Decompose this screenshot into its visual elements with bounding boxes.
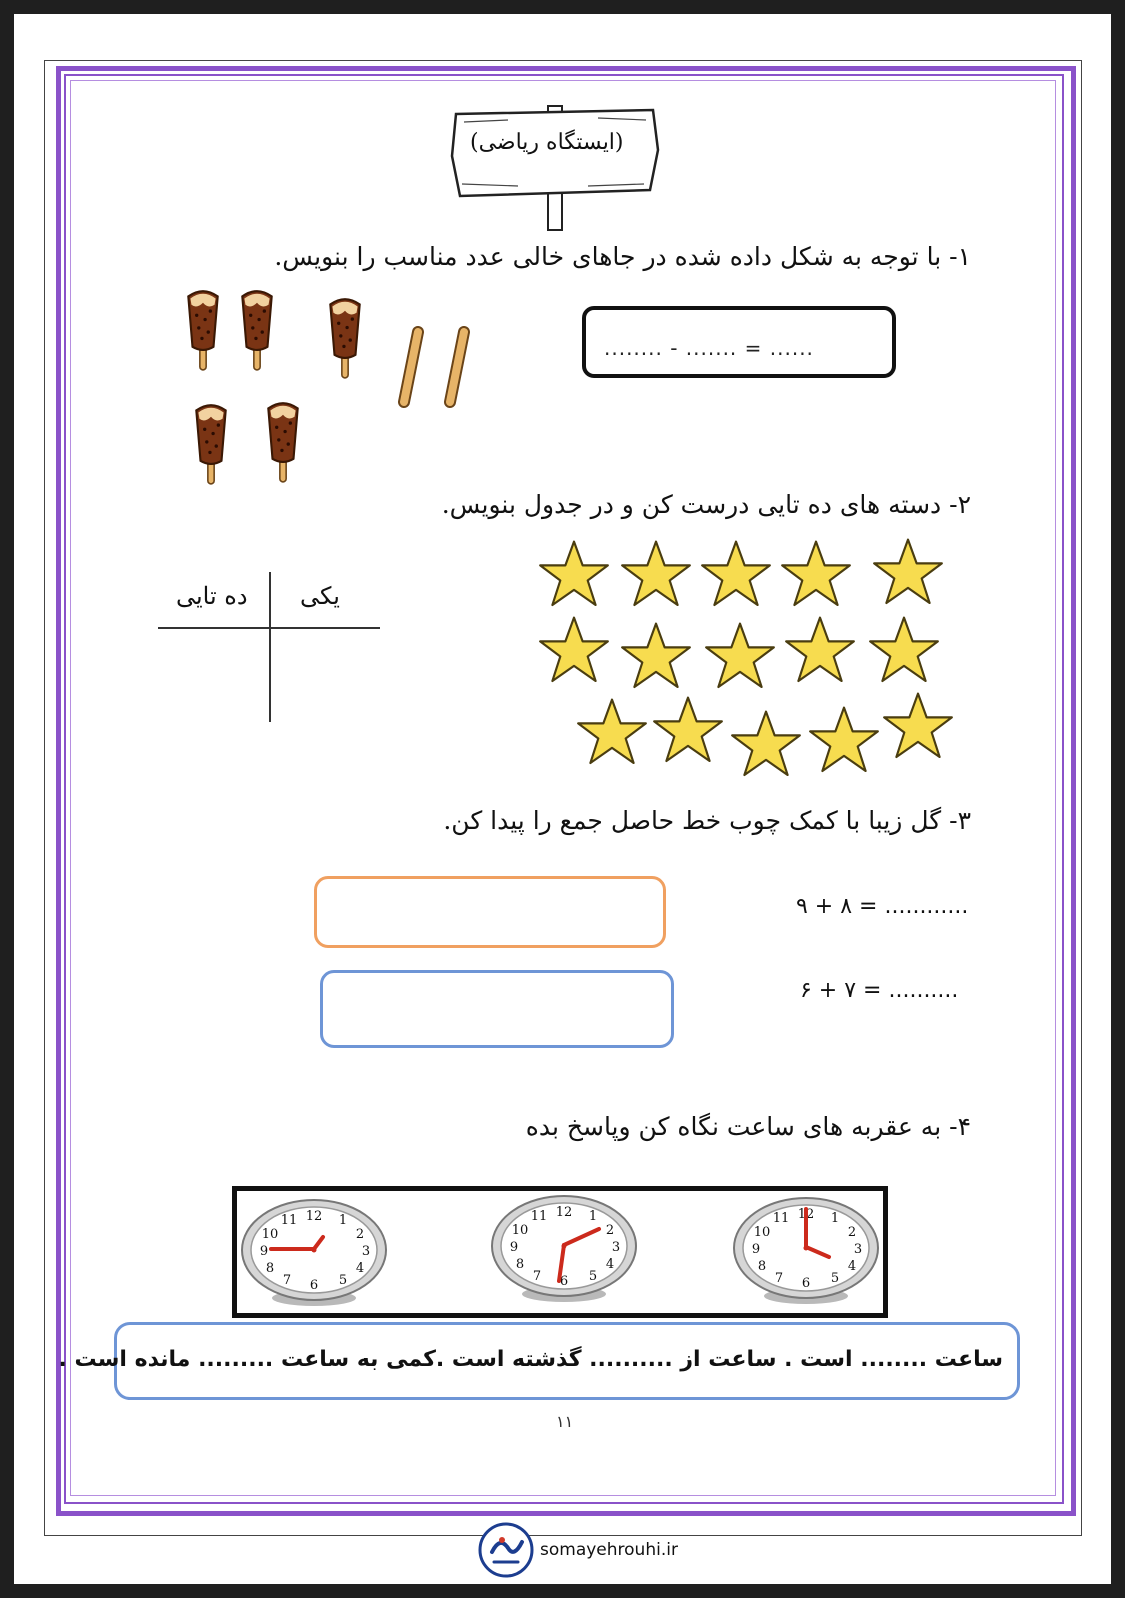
page-number: ۱۱ <box>556 1412 574 1431</box>
star-icon <box>652 694 724 766</box>
star-icon <box>620 620 692 692</box>
clock-answer-box[interactable] <box>58 1322 1020 1400</box>
table-vertical-line <box>269 572 271 722</box>
site-logo-icon <box>478 1522 534 1578</box>
site-url[interactable]: somayehrouhi.ir <box>540 1540 678 1560</box>
star-icon <box>538 538 610 610</box>
tally-answer-box-1[interactable] <box>314 876 666 948</box>
star-icon <box>882 690 954 762</box>
star-icon <box>808 704 880 776</box>
question-4-text: ۴- به عقربه های ساعت نگاه کن وپاسخ بده <box>525 1112 971 1141</box>
star-icon <box>872 536 944 608</box>
star-icon <box>868 614 940 686</box>
sign-title: (ایستگاه ریاضی) <box>470 130 624 155</box>
tens-column-header: ده تایی <box>176 582 248 610</box>
popsicle-icon <box>324 296 366 380</box>
star-icon <box>780 538 852 610</box>
sum-problem-1: ۹ + ۸ = ............ <box>796 894 969 919</box>
star-icon <box>576 696 648 768</box>
ones-column-header: یکی <box>300 582 340 610</box>
popsicle-icon <box>190 402 232 486</box>
star-icon <box>730 708 802 780</box>
clock-icon <box>489 1193 639 1305</box>
star-icon <box>704 620 776 692</box>
popsicle-icon <box>262 400 304 484</box>
sum-problem-2: ۶ + ۷ = .......... <box>800 978 959 1003</box>
clock-icon <box>731 1195 881 1307</box>
question-3-text: ۳- گل زیبا با کمک چوب خط حاصل جمع را پیدا کن. <box>443 806 971 835</box>
signboard-illustration <box>448 100 664 232</box>
tally-answer-box-2[interactable] <box>320 970 674 1048</box>
clocks-panel <box>232 1186 888 1318</box>
question-1-text: ۱- با توجه به شکل داده شده در جاهای خالی عدد مناسب را بنویس. <box>274 242 971 271</box>
subtraction-equation-box[interactable] <box>582 306 896 378</box>
star-icon <box>700 538 772 610</box>
popsicle-icon <box>182 288 224 372</box>
clock-answer-sentence: ساعت ........ است . ساعت از .......... گذشته است .کمی به ساعت ......... مانده است . <box>58 1347 1003 1372</box>
clock-icon <box>239 1197 389 1309</box>
star-icon <box>620 538 692 610</box>
popsicle-icon <box>236 288 278 372</box>
equation-blanks: ........ - ....... = ...... <box>604 336 814 360</box>
star-icon <box>538 614 610 686</box>
star-icon <box>784 614 856 686</box>
popsicle-sticks-icon <box>398 326 478 410</box>
question-2-text: ۲- دسته های ده تایی درست کن و در جدول بنویس. <box>441 490 971 519</box>
